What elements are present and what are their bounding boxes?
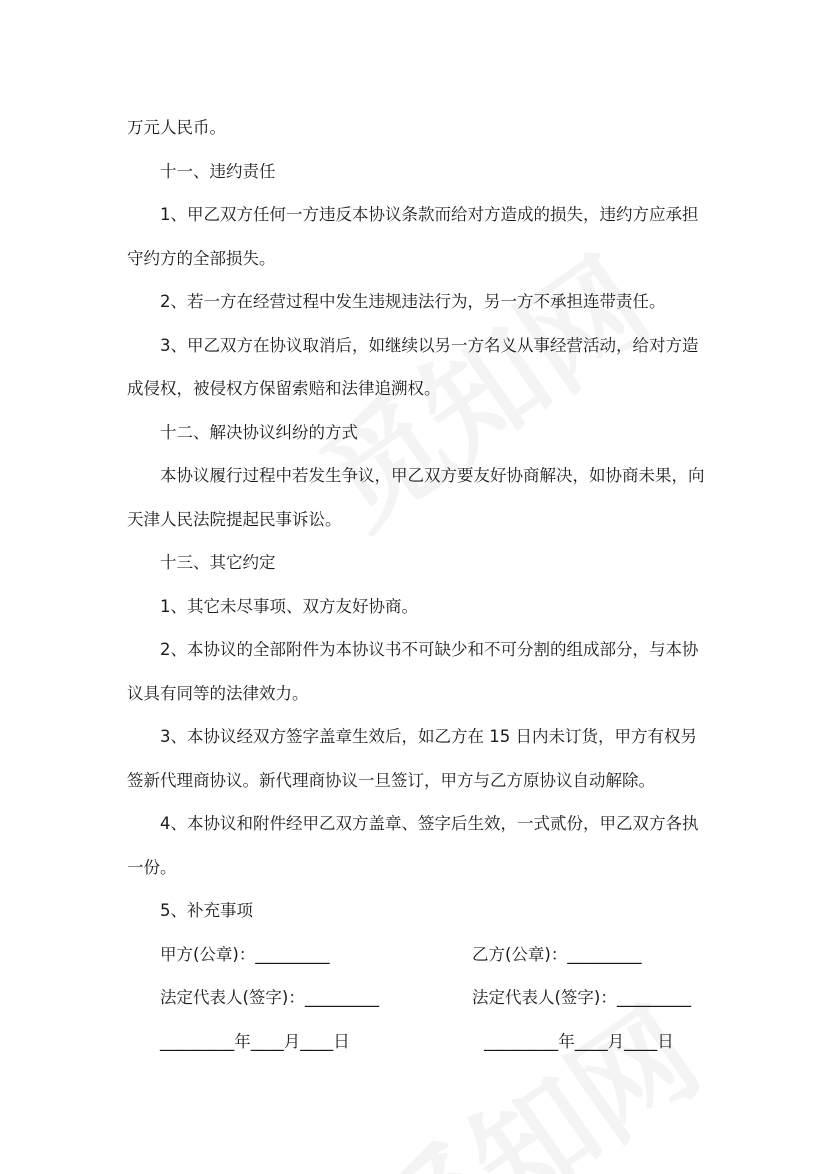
section-heading-dispute: 十二、解决协议纠纷的方式 xyxy=(160,422,358,442)
clause-text-cont: 议具有同等的法律效力。 xyxy=(127,683,309,703)
clause-text-cont: 天津人民法院提起民事诉讼。 xyxy=(127,509,342,529)
clause-supplementary: 5、补充事项 xyxy=(160,901,253,920)
clause-text-cont: 守约方的全部损失。 xyxy=(127,248,276,268)
party-a-representative-line: 法定代表人(签字)：_________ xyxy=(160,988,380,1007)
signature-row-seal xyxy=(127,933,717,977)
clause-text: 2、若一方在经营过程中发生违规违法行为，另一方不承担连带责任。 xyxy=(160,292,666,311)
section-heading-other: 十三、其它约定 xyxy=(160,553,276,572)
signature-row-representative xyxy=(127,976,717,1020)
clause-text-cont: 一份。 xyxy=(127,857,177,877)
clause-text-cont: 成侵权，被侵权方保留索赔和法律追溯权。 xyxy=(127,379,441,398)
party-b-seal-line: 乙方(公章)：_________ xyxy=(472,944,642,964)
party-b-representative-line: 法定代表人(签字)：_________ xyxy=(472,988,692,1007)
party-b-date-line: _________年____月____日 xyxy=(484,1031,674,1051)
signature-row-date xyxy=(127,1020,717,1064)
clause-text: 本协议履行过程中若发生争议，甲乙双方要友好协商解决，如协商未果，向 xyxy=(160,466,705,485)
paragraph-continuation: 万元人民币。 xyxy=(127,118,226,137)
clause-text: 2、本协议的全部附件为本协议书不可缺少和不可分割的组成部分，与本协 xyxy=(160,640,699,659)
clause-text: 4、本协议和附件经甲乙双方盖章、签字后生效，一式贰份，甲乙双方各执 xyxy=(160,814,699,833)
party-a-date-line: _________年____月____日 xyxy=(160,1031,350,1051)
clause-text: 3、甲乙双方在协议取消后，如继续以另一方名义从事经营活动，给对方造 xyxy=(160,335,699,355)
party-a-seal-line: 甲方(公章)：_________ xyxy=(160,944,330,964)
clause-text: 3、本协议经双方签字盖章生效后，如乙方在 15 日内未订货，甲方有权另 xyxy=(160,727,697,746)
clause-text: 1、甲乙双方任何一方违反本协议条款而给对方造成的损失，违约方应承担 xyxy=(160,205,699,224)
section-heading-breach: 十一、违约责任 xyxy=(160,161,276,181)
clause-text-cont: 签新代理商协议。新代理商协议一旦签订，甲方与乙方原协议自动解除。 xyxy=(127,770,655,790)
document-body xyxy=(127,106,717,1063)
clause-text: 1、其它未尽事项、双方友好协商。 xyxy=(160,596,418,616)
